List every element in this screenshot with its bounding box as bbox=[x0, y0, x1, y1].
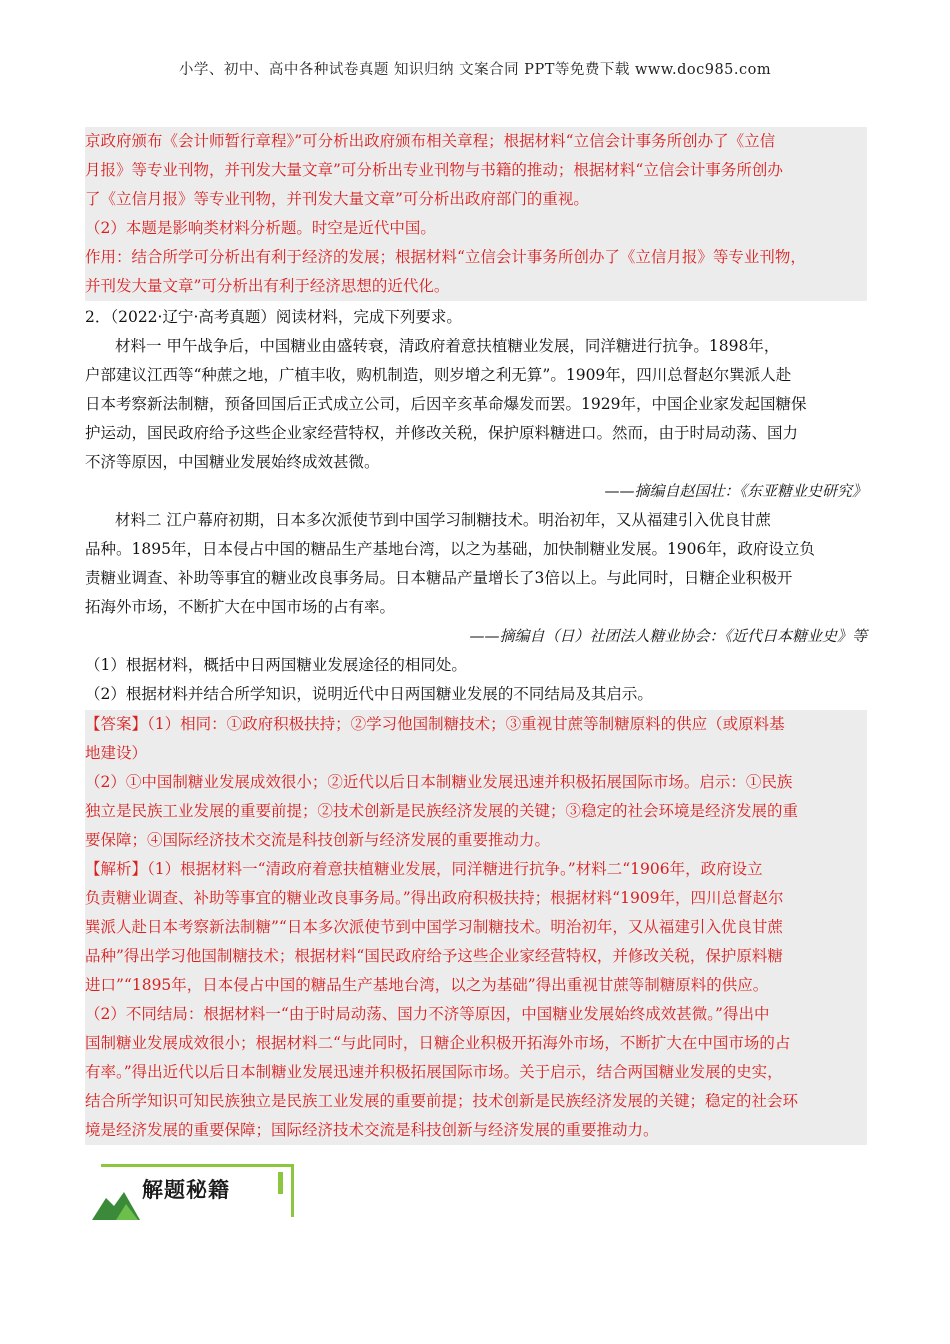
answer-block bbox=[85, 710, 867, 1145]
analysis-line: 国制糖业发展成效很小；根据材料二“与此同时，日糖企业积极开拓海外市场，不断扩大在中国市场的占 bbox=[85, 1034, 791, 1052]
sub-question-1: （1）根据材料，概括中日两国糖业发展途径的相同处。 bbox=[85, 656, 467, 674]
previous-answer-block bbox=[85, 127, 867, 301]
page-header: 小学、初中、高中各种试卷真题 知识归纳 文案合同 PPT等免费下载 www.doc985.com bbox=[178, 62, 772, 78]
answer-line: 月报》等专业刊物，并刊发大量文章”可分析出专业刊物与书籍的推动；根据材料“立信会计事务所创办 bbox=[85, 161, 783, 179]
material-line: 品种。1895年，日本侵占中国的糖品生产基地台湾，以之为基础，加快制糖业发展。1906年，政府设立负 bbox=[85, 540, 815, 558]
material-line: 不济等原因，中国糖业发展始终成效甚微。 bbox=[85, 453, 380, 471]
answer-line: 了《立信月报》等专业刊物，并刊发大量文章”可分析出政府部门的重视。 bbox=[85, 190, 589, 208]
answer-line: 【答案】（1）相同：①政府积极扶持；②学习他国制糖技术；③重视甘蔗等制糖原料的供应（或原料基 bbox=[85, 715, 785, 733]
material-line: 日本考察新法制糖，预备回国后正式成立公司，后因辛亥革命爆发而罢。1929年，中国企业家发起国糖保 bbox=[85, 395, 807, 413]
answer-line: 独立是民族工业发展的重要前提；②技术创新是民族经济发展的关键；③稳定的社会环境是经济发展的重 bbox=[85, 802, 799, 820]
analysis-line: 巽派人赴日本考察新法制糖”“日本多次派使节到中国学习制糖技术。明治初年，又从福建引入优良甘蔗 bbox=[85, 918, 783, 936]
material-line: 户部建议江西等“种蔗之地，广植丰收，购机制造，则岁增之利无算”。1909年，四川总督赵尔巽派人赴 bbox=[85, 366, 792, 384]
analysis-line: 境是经济发展的重要保障；国际经济技术交流是科技创新与经济发展的重要推动力。 bbox=[85, 1121, 659, 1139]
material-line: 责糖业调查、补助等事宜的糖业改良事务局。日本糖品产量增长了3倍以上。与此同时，日糖企业积极开 bbox=[85, 569, 793, 587]
sub-question-2: （2）根据材料并结合所学知识，说明近代中日两国糖业发展的不同结局及其启示。 bbox=[85, 685, 653, 703]
answer-line: 京政府颁布《会计师暂行章程》”可分析出政府颁布相关章程；根据材料“立信会计事务所创办了《立信 bbox=[85, 132, 776, 150]
tips-banner-title: 解题秘籍 bbox=[142, 1178, 230, 1202]
answer-line: （2）①中国制糖业发展成效很小；②近代以后日本制糖业发展迅速并积极拓展国际市场。启示：①民族 bbox=[85, 773, 793, 791]
material-two-source: ——摘编自（日）社团法人糖业协会：《近代日本糖业史》等 bbox=[469, 627, 867, 645]
analysis-line: 进口”“1895年，日本侵占中国的糖品生产基地台湾，以之为基础”得出重视甘蔗等制糖原料的供应。 bbox=[85, 976, 769, 994]
material-one-source: ——摘编自赵国壮：《东亚糖业史研究》 bbox=[604, 482, 867, 500]
tips-banner bbox=[92, 1160, 294, 1218]
question-heading: 2．（2022·辽宁·高考真题）阅读材料，完成下列要求。 bbox=[85, 308, 462, 326]
answer-line: 作用：结合所学可分析出有利于经济的发展；根据材料“立信会计事务所创办了《立信月报》等专业刊物， bbox=[85, 248, 806, 266]
analysis-line: 有率。”得出近代以后日本制糖业发展迅速并积极拓展国际市场。关于启示，结合两国糖业发展的史实， bbox=[85, 1063, 783, 1081]
analysis-line: 结合所学知识可知民族独立是民族工业发展的重要前提；技术创新是民族经济发展的关键；稳定的社会环 bbox=[85, 1092, 799, 1110]
material-line: 材料二 江户幕府初期，日本多次派使节到中国学习制糖技术。明治初年，又从福建引入优良甘蔗 bbox=[115, 511, 771, 529]
material-two bbox=[85, 506, 867, 651]
material-line: 护运动，国民政府给予这些企业家经营特权，并修改关税，保护原料糖进口。然而，由于时局动荡、国力 bbox=[85, 424, 799, 442]
answer-line: 并刊发大量文章”可分析出有利于经济思想的近代化。 bbox=[85, 277, 450, 295]
analysis-line: （2）不同结局：根据材料一“由于时局动荡、国力不济等原因，中国糖业发展始终成效甚微。”得出中 bbox=[85, 1005, 770, 1023]
question-block bbox=[85, 303, 867, 709]
material-line: 材料一 甲午战争后，中国糖业由盛转衰，清政府着意扶植糖业发展，同洋糖进行抗争。1898年， bbox=[115, 337, 780, 355]
tips-banner-accent bbox=[278, 1172, 283, 1194]
material-line: 拓海外市场，不断扩大在中国市场的占有率。 bbox=[85, 598, 396, 616]
analysis-block bbox=[85, 855, 867, 1145]
answer-line: 要保障；④国际经济技术交流是科技创新与经济发展的重要推动力。 bbox=[85, 831, 551, 849]
analysis-line: 负责糖业调查、补助等事宜的糖业改良事务局。”得出政府积极扶持；根据材料“1909年，四川总督赵尔 bbox=[85, 889, 784, 907]
material-one bbox=[85, 332, 867, 506]
analysis-line: 【解析】（1）根据材料一“清政府着意扶植糖业发展，同洋糖进行抗争。”材料二“1906年，政府设立 bbox=[85, 860, 763, 878]
analysis-line: 品种”得出学习他国制糖技术；根据材料“国民政府给予这些企业家经营特权，并修改关税，保护原料糖 bbox=[85, 947, 783, 965]
answer-line: （2）本题是影响类材料分析题。时空是近代中国。 bbox=[85, 219, 436, 237]
answer-line: 地建设） bbox=[85, 744, 148, 762]
